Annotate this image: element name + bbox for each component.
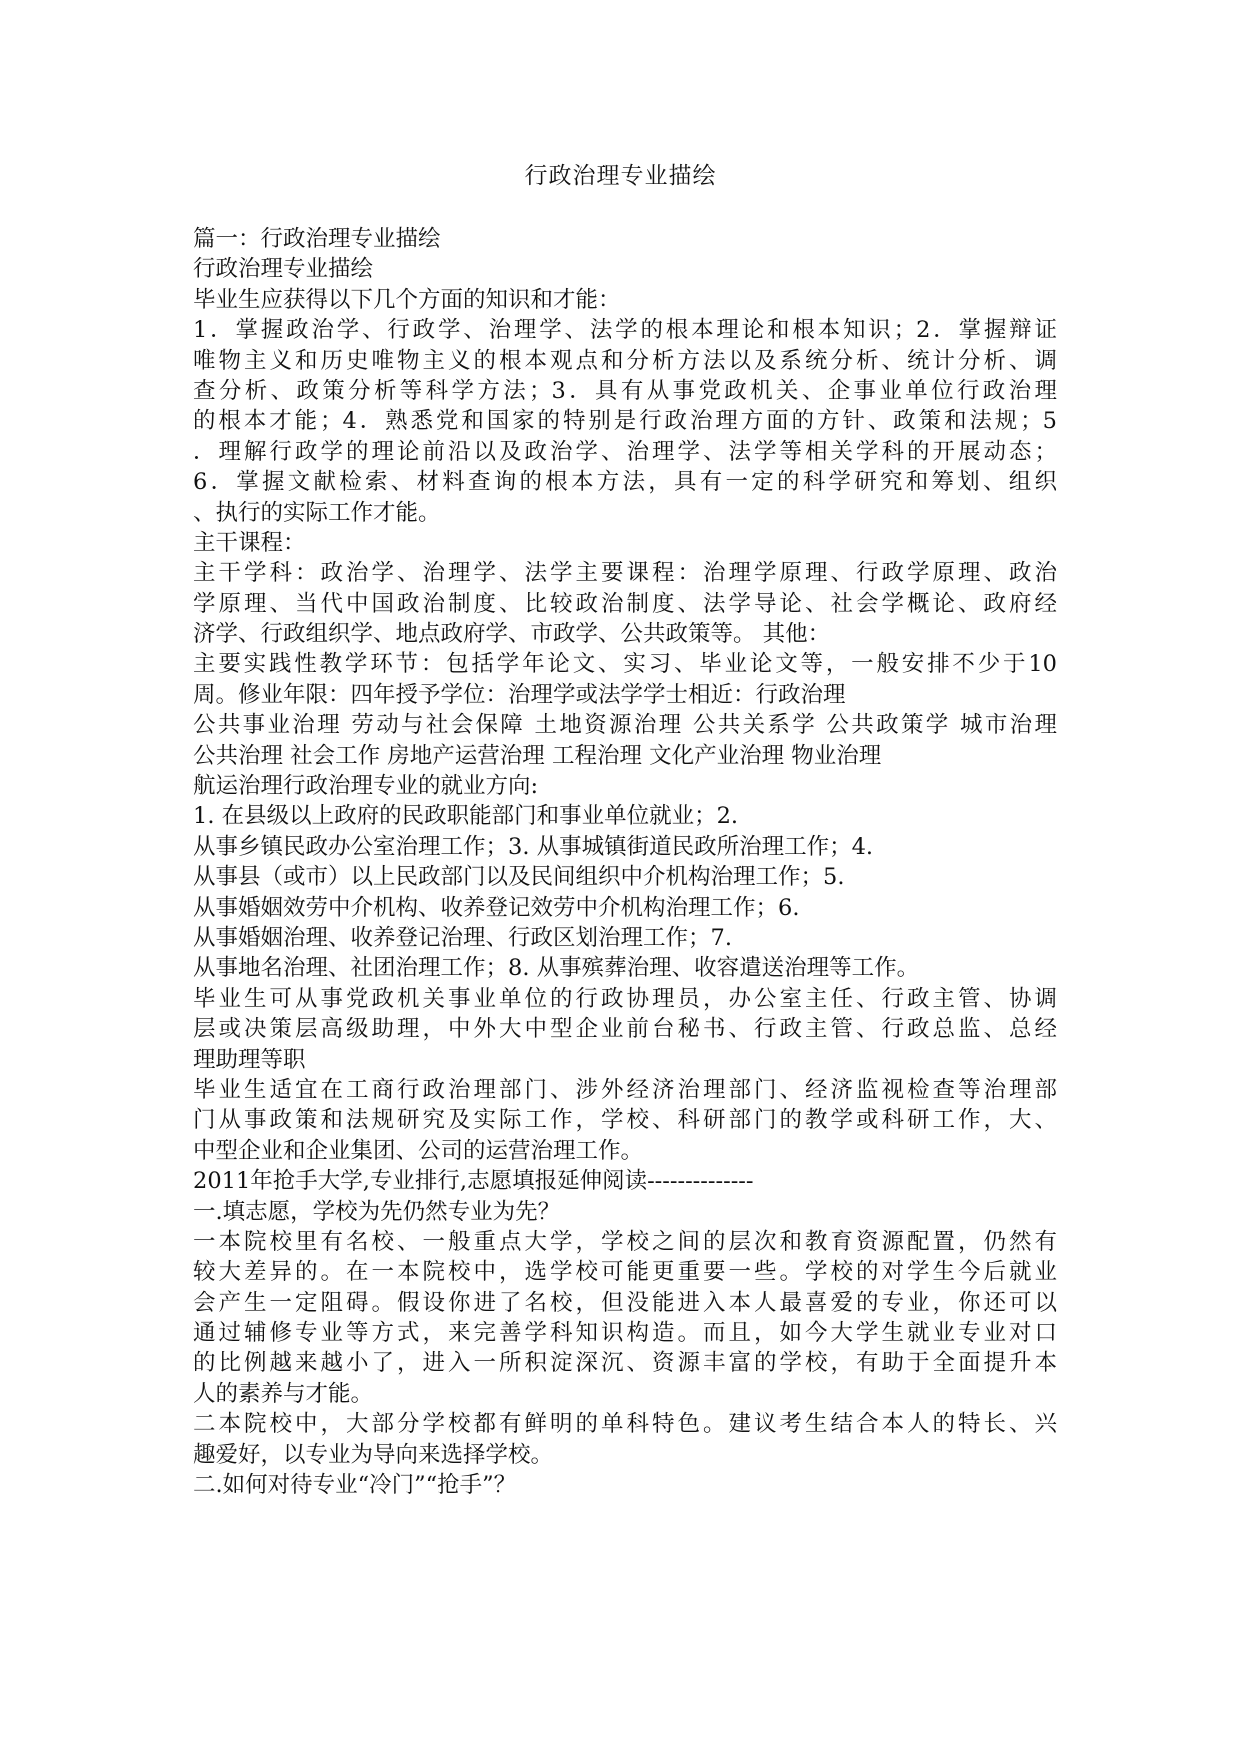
text-line: 毕业生适宜在工商行政治理部门、涉外经济治理部门、经济监视检查等治理部 [193,1076,1057,1103]
text-line: 中型企业和企业集团、公司的运营治理工作。 [193,1137,644,1164]
document-title: 行政治理专业描绘 [524,163,717,189]
text-line: 从事婚姻效劳中介机构、收养登记效劳中介机构治理工作；6. [193,894,800,921]
text-line: 查分析、政策分析等科学方法；3．具有从事党政机关、企事业单位行政治理 [193,377,1057,404]
text-line: 唯物主义和历史唯物主义的根本观点和分析方法以及系统分析、统计分析、调 [193,347,1057,374]
text-line: 从事地名治理、社团治理工作；8. 从事殡葬治理、收容遣送治理等工作。 [193,955,920,982]
text-line: 人的素养与才能。 [193,1380,374,1407]
text-line: 主干学科：政治学、治理学、法学主要课程：治理学原理、行政学原理、政治 [193,560,1057,587]
text-line: 行政治理专业描绘 [193,256,374,283]
text-line: 毕业生可从事党政机关事业单位的行政协理员，办公室主任、行政主管、协调 [193,985,1057,1012]
text-line: 公共事业治理 劳动与社会保障 土地资源治理 公共关系学 公共政策学 城市治理 [193,712,1057,739]
text-line: 理助理等职 [193,1046,306,1073]
document-body [193,224,1057,1500]
text-line: 门从事政策和法规研究及实际工作，学校、科研部门的教学或科研工作，大、 [193,1107,1057,1134]
text-line: 的根本才能；4．熟悉党和国家的特别是行政治理方面的方针、政策和法规；5 [193,408,1057,435]
text-line: 1．掌握政治学、行政学、治理学、法学的根本理论和根本知识；2．掌握辩证 [193,317,1057,344]
text-line: 趣爱好，以专业为导向来选择学校。 [193,1441,554,1468]
text-line: 从事县（或市）以上民政部门以及民间组织中介机构治理工作；5. [193,864,845,891]
text-line: 的比例越来越小了，进入一所积淀深沉、资源丰富的学校，有助于全面提升本 [193,1350,1057,1377]
text-line: 济学、行政组织学、地点政府学、市政学、公共政策等。 其他： [193,621,831,648]
text-line: 周。修业年限：四年授予学位：治理学或法学学士相近：行政治理 [193,681,846,708]
text-line: 航运治理行政治理专业的就业方向: [193,773,539,800]
text-line: 二.如何对待专业“冷门”“抢手”？ [193,1472,517,1499]
text-line: 从事婚姻治理、收养登记治理、行政区划治理工作；7. [193,924,732,951]
text-line: 6．掌握文献检索、材料查询的根本方法，具有一定的科学研究和筹划、组织 [193,469,1057,496]
text-line: 学原理、当代中国政治制度、比较政治制度、法学导论、社会学概论、政府经 [193,590,1057,617]
text-line: 二本院校中，大部分学校都有鲜明的单科特色。建议考生结合本人的特长、兴 [193,1411,1057,1438]
text-line: 2011年抢手大学,专业排行,志愿填报延伸阅读-------------- [193,1168,754,1195]
text-line: 通过辅修专业等方式，来完善学科知识构造。而且，如今大学生就业专业对口 [193,1320,1057,1347]
text-line: 主要实践性教学环节：包括学年论文、实习、毕业论文等，一般安排不少于10 [193,651,1057,678]
text-line: 较大差异的。在一本院校中，选学校可能更重要一些。学校的对学生今后就业 [193,1259,1057,1286]
text-line: 毕业生应获得以下几个方面的知识和才能： [193,286,621,313]
text-line: 公共治理 社会工作 房地产运营治理 工程治理 文化产业治理 物业治理 [193,742,882,769]
text-line: 一本院校里有名校、一般重点大学，学校之间的层次和教育资源配置，仍然有 [193,1228,1057,1255]
text-line: 会产生一定阻碍。假设你进了名校，但没能进入本人最喜爱的专业，你还可以 [193,1289,1057,1316]
text-line: 、执行的实际工作才能。 [193,499,441,526]
text-line: ．理解行政学的理论前沿以及政治学、治理学、法学等相关学科的开展动态； [193,438,1057,465]
text-line: 主干课程： [193,529,306,556]
text-line: 篇一：行政治理专业描绘 [193,226,441,252]
text-line: 一.填志愿，学校为先仍然专业为先？ [193,1198,561,1225]
text-line: 层或决策层高级助理，中外大中型企业前台秘书、行政主管、行政总监、总经 [193,1016,1057,1043]
text-line: 从事乡镇民政办公室治理工作；3. 从事城镇街道民政所治理工作；4. [193,833,874,860]
text-line: 1. 在县级以上政府的民政职能部门和事业单位就业；2. [193,803,739,830]
